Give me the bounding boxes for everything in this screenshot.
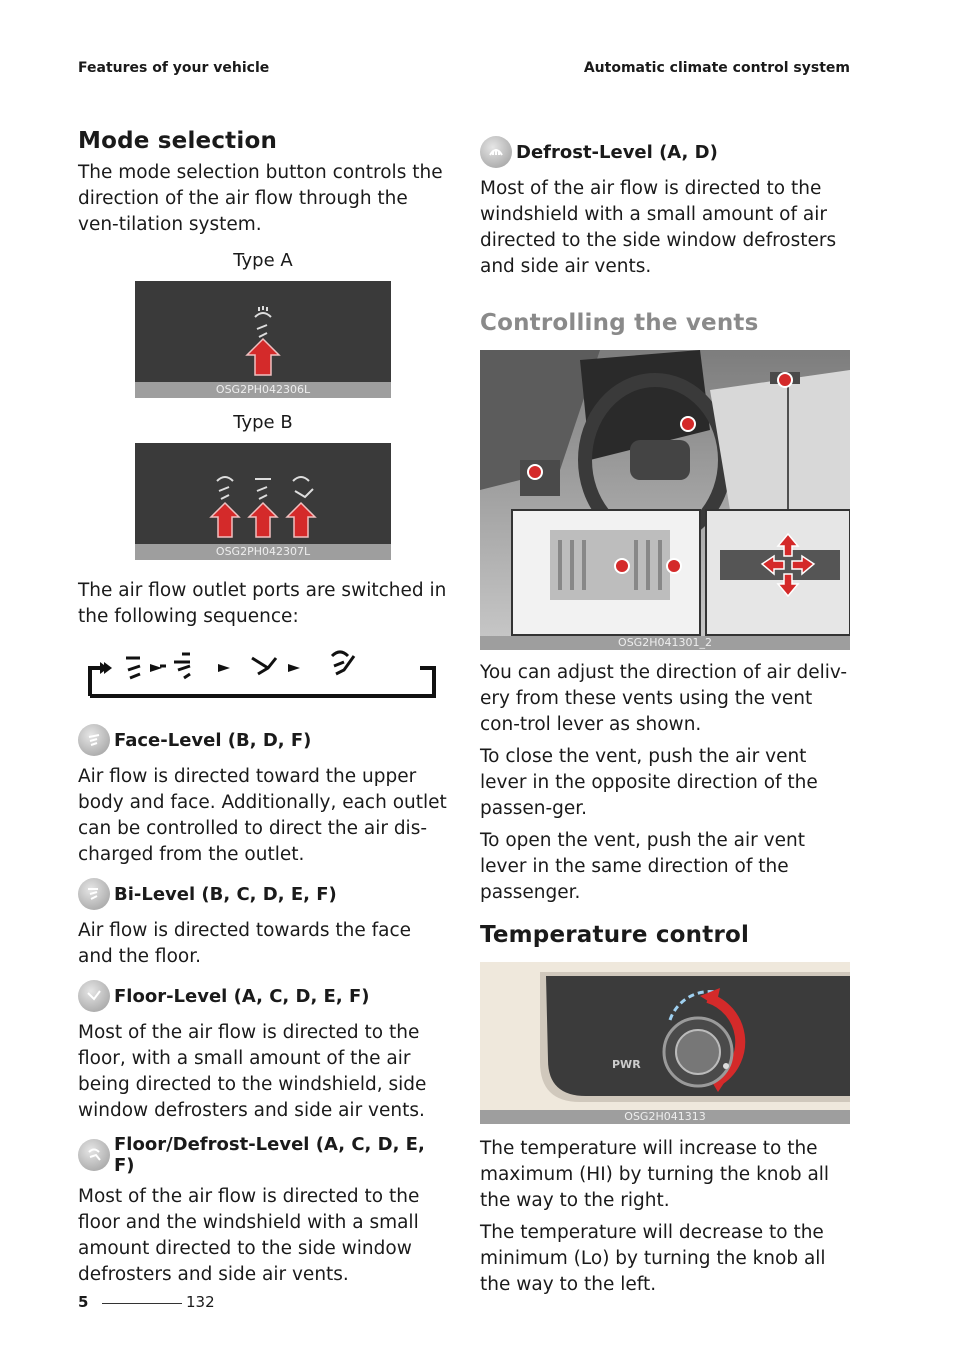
floor-level-label: Floor-Level (A, C, D, E, F) — [114, 985, 370, 1007]
defrost-level-icon — [480, 136, 512, 168]
floor-level-heading — [78, 980, 448, 1012]
type-a-figure — [135, 281, 391, 398]
vents-paragraph-2: To close the vent, push the air vent lever in the opposite direction of the passen-ger. — [480, 746, 818, 819]
type-b-label: Type B — [233, 412, 293, 433]
footer-divider — [102, 1303, 182, 1304]
face-level-label: Face-Level (B, D, F) — [114, 729, 312, 751]
temperature-caption: OSG2H041313 — [480, 1110, 850, 1124]
temperature-paragraph-2: The temperature will decrease to the minimum (Lo) by turning the knob all the way to the left. — [480, 1222, 826, 1295]
header-section-title: Features of your vehicle — [78, 60, 270, 76]
type-a-label: Type A — [233, 250, 293, 271]
temperature-paragraph-1: The temperature will increase to the maximum (HI) by turning the knob all the way to the right. — [480, 1138, 830, 1211]
footer-page-number: 132 — [186, 1293, 215, 1311]
floor-defrost-level-label: Floor/Defrost-Level (A, C, D, E, F) — [114, 1134, 425, 1176]
vents-figure — [480, 350, 850, 650]
floor-defrost-level-heading — [78, 1134, 448, 1176]
face-level-heading — [78, 724, 448, 756]
defrost-level-label: Defrost-Level (A, D) — [516, 141, 718, 163]
temperature-figure — [480, 962, 850, 1124]
type-a-mode-button-icon — [135, 281, 391, 382]
floor-level-icon — [78, 980, 110, 1012]
page-header — [78, 60, 850, 80]
bi-level-label: Bi-Level (B, C, D, E, F) — [114, 883, 337, 905]
type-b-caption: OSG2PH042307L — [135, 544, 391, 560]
temperature-knob-illustration — [480, 962, 850, 1124]
vents-caption: OSG2H041301_2 — [480, 636, 850, 650]
header-topic-title: Automatic climate control system — [583, 60, 850, 76]
temperature-control-heading: Temperature control — [480, 922, 750, 948]
vents-paragraph-3: To open the vent, push the air vent lever in the same direction of the passenger. — [480, 830, 805, 903]
controlling-vents-heading: Controlling the vents — [480, 310, 759, 336]
bi-level-heading — [78, 878, 448, 910]
right-column — [480, 136, 850, 1304]
floor-defrost-level-text: Most of the air flow is directed to the floor and the windshield with a small amount directed to the side window defrosters and side air vents. — [78, 1186, 420, 1285]
floor-level-text: Most of the air flow is directed to the floor, with a small amount of the air being directed to the windshield, side window defrosters and side air vents. — [78, 1022, 427, 1121]
dashboard-vents-illustration — [480, 350, 850, 650]
vents-paragraph-1: You can adjust the direction of air deliv-ery from these vents using the vent con-trol lever as shown. — [480, 662, 848, 735]
type-a-caption: OSG2PH042306L — [135, 382, 391, 398]
type-b-mode-buttons-icon — [135, 443, 391, 544]
footer-section-number: 5 — [78, 1293, 89, 1311]
mode-selection-intro: The mode selection button controls the direction of the air flow through the ven-tilation system. — [78, 162, 443, 235]
bi-level-text: Air flow is directed towards the face and the floor. — [78, 920, 412, 967]
face-level-text: Air flow is directed toward the upper body and face. Additionally, each outlet can be controlled to direct the air dis-charged from the outlet. — [78, 766, 447, 865]
face-level-icon — [78, 724, 110, 756]
mode-selection-heading: Mode selection — [78, 128, 278, 154]
pwr-label: PWR — [612, 1058, 641, 1071]
left-column — [78, 128, 448, 1294]
mode-sequence-diagram — [78, 644, 448, 704]
mode-sequence-icon — [78, 644, 448, 704]
sequence-intro: The air flow outlet ports are switched in the following sequence: — [78, 580, 447, 627]
floor-defrost-level-icon — [78, 1139, 110, 1171]
type-b-figure — [135, 443, 391, 560]
defrost-level-heading — [480, 136, 850, 168]
bi-level-icon — [78, 878, 110, 910]
defrost-level-text: Most of the air flow is directed to the windshield with a small amount of air directed to the side window defrosters and side air vents. — [480, 178, 837, 277]
